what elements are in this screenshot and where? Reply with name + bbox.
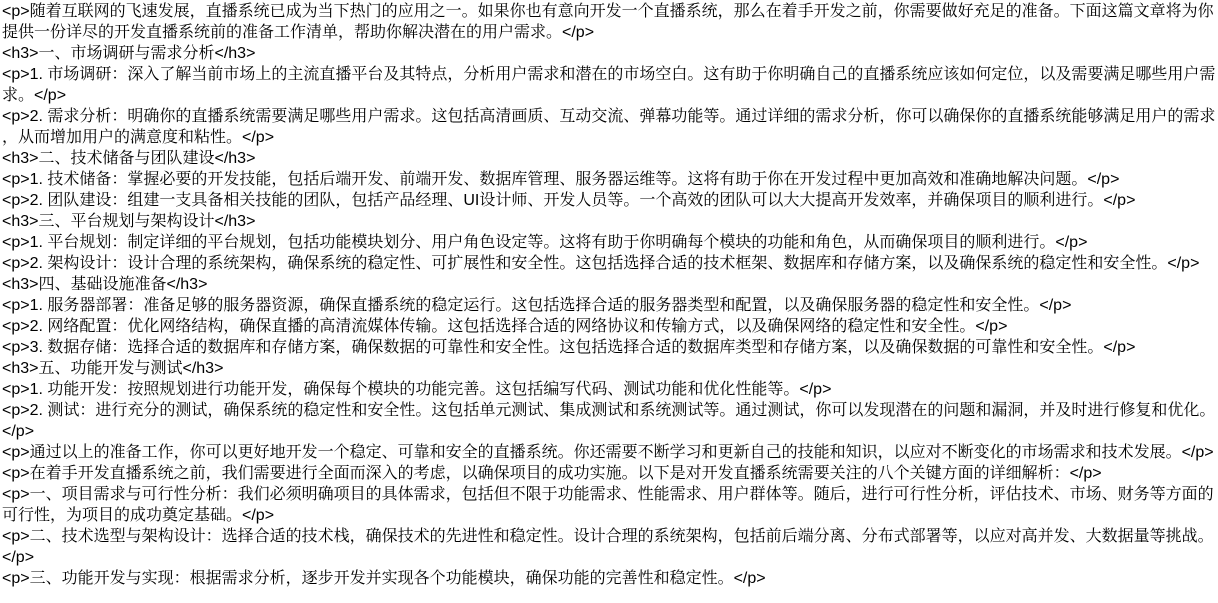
- text-line: <p>2. 网络配置：优化网络结构，确保直播的高清流媒体传输。这包括选择合适的网络协议和传输方式，以及确保网络的稳定性和安全性。</p>: [2, 318, 1008, 335]
- text-line: <p>2. 需求分析：明确你的直播系统需要满足哪些用户需求。这包括高清画质、互动交流、弹幕功能等。通过详细的需求分析，你可以确保你的直播系统能够满足用户的需求，从而增加用户的满意度和粘性。</p>: [2, 108, 1216, 146]
- text-line: <h3>四、基础设施准备</h3>: [2, 276, 208, 293]
- text-line: <h3>二、技术储备与团队建设</h3>: [2, 150, 256, 167]
- text-line: <p>通过以上的准备工作，你可以更好地开发一个稳定、可靠和安全的直播系统。你还需要不断学习和更新自己的技能和知识，以应对不断变化的市场需求和技术发展。</p>: [2, 444, 1214, 461]
- text-line: <p>1. 服务器部署：准备足够的服务器资源，确保直播系统的稳定运行。这包括选择合适的服务器类型和配置，以及确保服务器的稳定性和安全性。</p>: [2, 297, 1072, 314]
- text-line: <p>一、项目需求与可行性分析：我们必须明确项目的具体需求，包括但不限于功能需求、性能需求、用户群体等。随后，进行可行性分析，评估技术、市场、财务等方面的可行性，为项目的成功奠定基础。</p>: [2, 486, 1214, 524]
- text-line: <h3>一、市场调研与需求分析</h3>: [2, 45, 256, 62]
- text-line: <p>2. 架构设计：设计合理的系统架构，确保系统的稳定性、可扩展性和安全性。这包括选择合适的技术框架、数据库和存储方案，以及确保系统的稳定性和安全性。</p>: [2, 255, 1200, 272]
- text-line: <p>二、技术选型与架构设计：选择合适的技术栈，确保技术的先进性和稳定性。设计合理的系统架构，包括前后端分离、分布式部署等，以应对高并发、大数据量等挑战。</p>: [2, 528, 1214, 566]
- text-line: <p>1. 平台规划：制定详细的平台规划，包括功能模块划分、用户角色设定等。这将有助于你明确每个模块的功能和角色，从而确保项目的顺利进行。</p>: [2, 234, 1088, 251]
- text-line: <p>1. 技术储备：掌握必要的开发技能，包括后端开发、前端开发、数据库管理、服务器运维等。这将有助于你在开发过程中更加高效和准确地解决问题。</p>: [2, 171, 1120, 188]
- text-line: <p>3. 数据存储：选择合适的数据库和存储方案，确保数据的可靠性和安全性。这包括选择合适的数据库类型和存储方案，以及确保数据的可靠性和安全性。</p>: [2, 339, 1136, 356]
- text-line: <p>三、功能开发与实现：根据需求分析，逐步开发并实现各个功能模块，确保功能的完善性和稳定性。</p>: [2, 570, 766, 587]
- text-line: <p>1. 市场调研：深入了解当前市场上的主流直播平台及其特点，分析用户需求和潜在的市场空白。这有助于你明确自己的直播系统应该如何定位，以及需要满足哪些用户需求。</p>: [2, 66, 1216, 104]
- text-line: <p>2. 测试：进行充分的测试，确保系统的稳定性和安全性。这包括单元测试、集成测试和系统测试等。通过测试，你可以发现潜在的问题和漏洞，并及时进行修复和优化。</p>: [2, 402, 1216, 440]
- text-line: <p>2. 团队建设：组建一支具备相关技能的团队，包括产品经理、UI设计师、开发人员等。一个高效的团队可以大大提高开发效率，并确保项目的顺利进行。</p>: [2, 192, 1136, 209]
- text-line: <p>随着互联网的飞速发展，直播系统已成为当下热门的应用之一。如果你也有意向开发一个直播系统，那么在着手开发之前，你需要做好充足的准备。下面这篇文章将为你提供一份详尽的开发直播系统前的准备工作清单，帮助你解决潜在的用户需求。</p>: [2, 3, 1214, 41]
- text-line: <p>1. 功能开发：按照规划进行功能开发，确保每个模块的功能完善。这包括编写代码、测试功能和优化性能等。</p>: [2, 381, 832, 398]
- text-line: <h3>五、功能开发与测试</h3>: [2, 360, 224, 377]
- text-line: <h3>三、平台规划与架构设计</h3>: [2, 213, 256, 230]
- text-line: <p>在着手开发直播系统之前，我们需要进行全面而深入的考虑，以确保项目的成功实施。以下是对开发直播系统需要关注的八个关键方面的详细解析：</p>: [2, 465, 1102, 482]
